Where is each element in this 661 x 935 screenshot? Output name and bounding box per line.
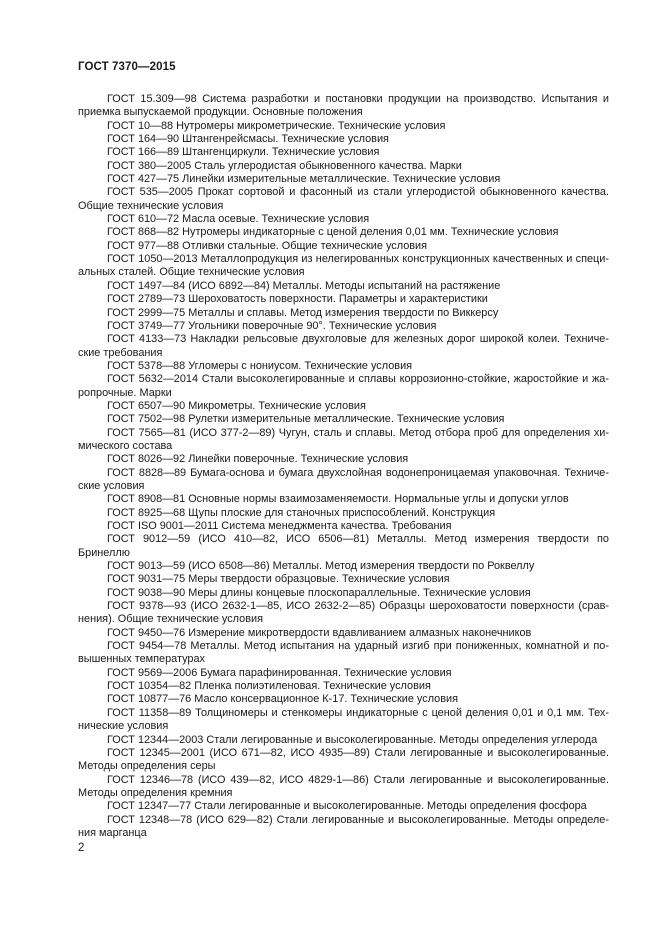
reference-entry: ГОСТ 9569—2006 Бумага парафинированная. Технические условия [107, 666, 452, 679]
reference-entry: ГОСТ 9012—59 (ИСО 410—82, ИСО 6506—81) Металлы. Метод измерения твердости по Бринеллю [78, 533, 609, 559]
document-header: ГОСТ 7370—2015 [78, 61, 176, 73]
reference-entry: ГОСТ 9031—75 Меры твердости образцовые. Технические условия [107, 573, 450, 586]
reference-entry: ГОСТ 6507—90 Микрометры. Технические условия [107, 399, 366, 412]
reference-entry: ГОСТ 1050—2013 Металлопродукция из нелегированных конструкционных качественных и специальных сталей. Общие технические условия [78, 253, 609, 279]
reference-entry: ГОСТ 8828—89 Бумага-основа и бумага двухслойная водонепроницаемая упаковочная. Технические условия [78, 466, 609, 492]
reference-entry: ГОСТ 9038—90 Меры длины концевые плоскопараллельные. Технические условия [107, 586, 531, 599]
reference-entry: ГОСТ 7565—81 (ИСО 377-2—89) Чугун, сталь и сплавы. Метод отбора проб для определения химического состава [78, 426, 609, 452]
reference-entry: ГОСТ 166—89 Штангенциркули. Технические условия [107, 146, 380, 159]
reference-entry: ГОСТ 977—88 Отливки стальные. Общие технические условия [107, 239, 428, 252]
reference-entry: ГОСТ 380—2005 Сталь углеродистая обыкновенного качества. Марки [107, 159, 462, 172]
page-number: 2 [78, 842, 85, 854]
reference-entry: ГОСТ 9454—78 Металлы. Метод испытания на ударный изгиб при пониженных, комнатной и повышенных температурах [78, 640, 609, 666]
reference-entry: ГОСТ 164—90 Штангенрейсмасы. Технические условия [107, 133, 389, 146]
reference-entry: ГОСТ 610—72 Масла осевые. Технические условия [107, 213, 370, 226]
reference-entry: ГОСТ 11358—89 Толщиномеры и стенкомеры индикаторные с ценой деления 0,01 и 0,1 мм. Технические условия [78, 706, 609, 733]
reference-entry: ГОСТ 1497—84 (ИСО 6892—84) Металлы. Методы испытаний на растяжение [107, 279, 501, 292]
reference-entry: ГОСТ 10354—82 Пленка полиэтиленовая. Технические условия [107, 680, 431, 693]
reference-entry: ГОСТ 2789—73 Шероховатость поверхности. Параметры и характеристики [107, 293, 488, 306]
reference-entry: ГОСТ ISO 9001—2011 Система менеджмента качества. Требования [107, 520, 452, 532]
reference-entry: ГОСТ 8908—81 Основные нормы взаимозаменяемости. Нормальные углы и допуски углов [107, 493, 569, 506]
reference-entry: ГОСТ 15.309—98 Система разработки и постановки продукции на производство. Испытания и приемка выпускаемой продукции. Основные положения [78, 93, 609, 119]
reference-list [78, 93, 609, 840]
reference-entry: ГОСТ 427—75 Линейки измерительные металлические. Технические условия [107, 173, 501, 186]
reference-entry: ГОСТ 2999—75 Металлы и сплавы. Метод измерения твердости по Виккерсу [107, 306, 499, 319]
reference-entry: ГОСТ 12344—2003 Стали легированные и высоколегированные. Методы определения углерода [107, 733, 598, 746]
reference-entry: ГОСТ 8026—92 Линейки поверочные. Технические условия [107, 453, 409, 466]
reference-entry: ГОСТ 4133—73 Накладки рельсовые двухголовые для железных дорог широкой колеи. Технические требования [78, 333, 609, 359]
reference-entry: ГОСТ 12346—78 (ИСО 439—82, ИСО 4829-1—86) Стали легированные и высоколегированные. Методы определения кремния [78, 773, 609, 799]
reference-entry: ГОСТ 535—2005 Прокат сортовой и фасонный из стали углеродистой обыкновенного качества. Общие технические условия [78, 186, 609, 212]
reference-entry: ГОСТ 9450—76 Измерение микротвердости вдавливанием алмазных наконечников [107, 626, 532, 639]
reference-entry: ГОСТ 9378—93 (ИСО 2632-1—85, ИСО 2632-2—85) Образцы шероховатости поверхности (сравнения). Общие технические условия [78, 600, 609, 626]
reference-entry: ГОСТ 8925—68 Щупы плоские для станочных приспособлений. Конструкция [107, 506, 496, 519]
reference-entry: ГОСТ 5378—88 Угломеры с нониусом. Технические условия [107, 359, 413, 372]
reference-entry: ГОСТ 868—82 Нутромеры индикаторные с ценой деления 0,01 мм. Технические условия [107, 226, 559, 239]
reference-entry: ГОСТ 7502—98 Рулетки измерительные металлические. Технические условия [107, 413, 505, 426]
reference-entry: ГОСТ 9013—59 (ИСО 6508—86) Металлы. Метод измерения твердости по Роквеллу [107, 560, 535, 573]
reference-entry: ГОСТ 12348—78 (ИСО 629—82) Стали легированные и высоколегированные. Методы определения марганца [78, 813, 609, 839]
reference-entry: ГОСТ 5632—2014 Стали высоколегированные и сплавы коррозионно-стойкие, жаростойкие и жаропрочные. Марки [78, 373, 609, 399]
reference-entry: ГОСТ 12347—77 Стали легированные и высоколегированные. Методы определения фосфора [107, 800, 587, 813]
reference-entry: ГОСТ 12345—2001 (ИСО 671—82, ИСО 4935—89) Стали легированные и высоколегированные. Методы определения серы [78, 746, 609, 773]
reference-entry: ГОСТ 3749—77 Угольники поверочные 90°. Технические условия [107, 319, 437, 332]
reference-entry: ГОСТ 10—88 Нутромеры микрометрические. Технические условия [107, 119, 446, 132]
reference-entry: ГОСТ 10877—76 Масло консервационное К-17. Технические условия [107, 693, 459, 706]
